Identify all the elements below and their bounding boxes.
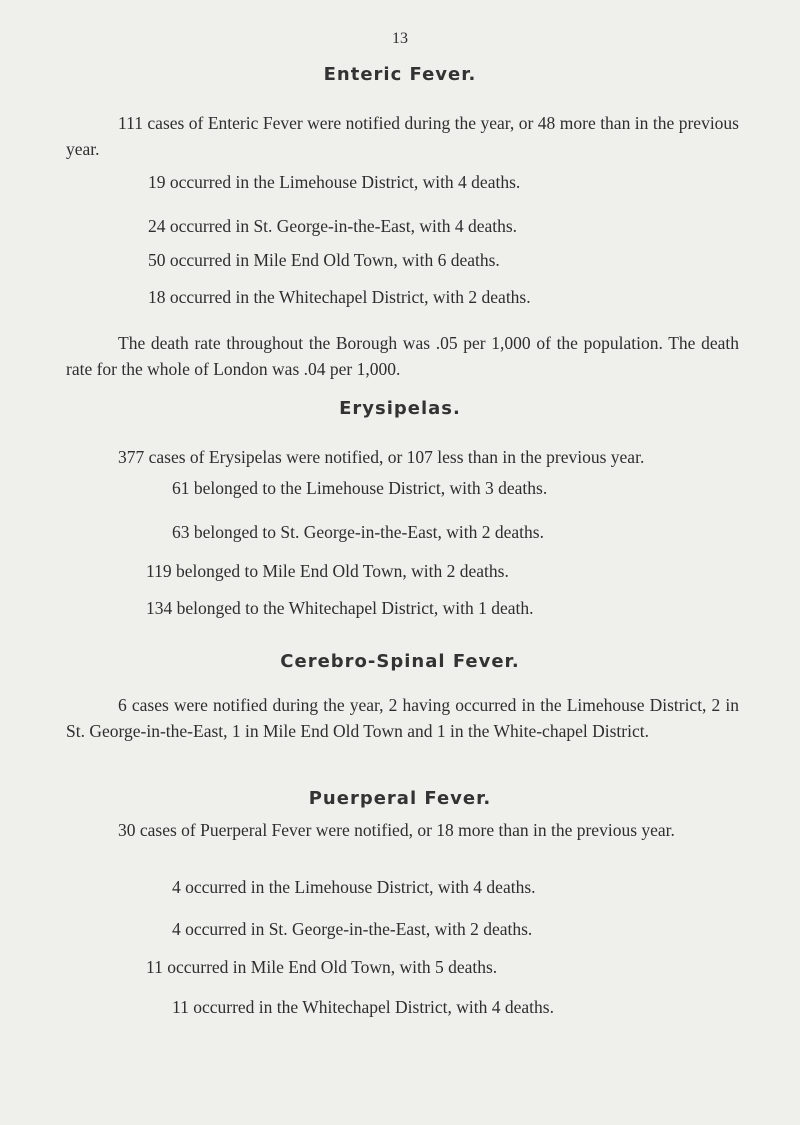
section-heading-enteric-fever: Enteric Fever. <box>323 64 477 85</box>
puerperal-fever-limehouse-line: 4 occurred in the Limehouse District, with 4 deaths. <box>172 877 536 897</box>
puerperal-fever-intro: 30 cases of Puerperal Fever were notified, or 18 more than in the previous year. <box>118 820 675 840</box>
puerperal-fever-st-george-line: 4 occurred in St. George-in-the-East, with 2 deaths. <box>172 919 533 939</box>
enteric-fever-mile-end-line: 50 occurred in Mile End Old Town, with 6 deaths. <box>148 250 500 270</box>
puerperal-fever-whitechapel-line: 11 occurred in the Whitechapel District, with 4 deaths. <box>172 997 554 1017</box>
enteric-fever-death-rate: The death rate throughout the Borough was .05 per 1,000 of the population. The death rate for the whole of London was .04 per 1,000. <box>66 333 739 379</box>
section-heading-cerebro-spinal-fever: Cerebro-Spinal Fever. <box>280 651 520 672</box>
erysipelas-mile-end-line: 119 belonged to Mile End Old Town, with 2 deaths. <box>146 561 509 581</box>
enteric-fever-whitechapel-line: 18 occurred in the Whitechapel District, with 2 deaths. <box>148 287 531 307</box>
erysipelas-whitechapel-line: 134 belonged to the Whitechapel District, with 1 death. <box>146 598 534 618</box>
cerebro-spinal-fever-intro: 6 cases were notified during the year, 2 having occurred in the Limehouse District, 2 in St. George-in-the-East, 1 in Mile End Old Town and 1 in the White-chapel District. <box>66 695 739 741</box>
enteric-fever-limehouse-line: 19 occurred in the Limehouse District, with 4 deaths. <box>148 172 521 192</box>
erysipelas-st-george-line: 63 belonged to St. George-in-the-East, with 2 deaths. <box>172 522 544 542</box>
section-heading-puerperal-fever: Puerperal Fever. <box>308 788 492 809</box>
puerperal-fever-mile-end-line: 11 occurred in Mile End Old Town, with 5 deaths. <box>146 957 498 977</box>
enteric-fever-intro: 111 cases of Enteric Fever were notified during the year, or 48 more than in the previous year. <box>66 113 739 159</box>
page-number: 13 <box>392 30 408 47</box>
erysipelas-intro: 377 cases of Erysipelas were notified, or 107 less than in the previous year. <box>118 447 645 467</box>
erysipelas-limehouse-line: 61 belonged to the Limehouse District, with 3 deaths. <box>172 478 548 498</box>
section-heading-erysipelas: Erysipelas. <box>339 398 461 419</box>
enteric-fever-st-george-line: 24 occurred in St. George-in-the-East, with 4 deaths. <box>148 216 518 236</box>
